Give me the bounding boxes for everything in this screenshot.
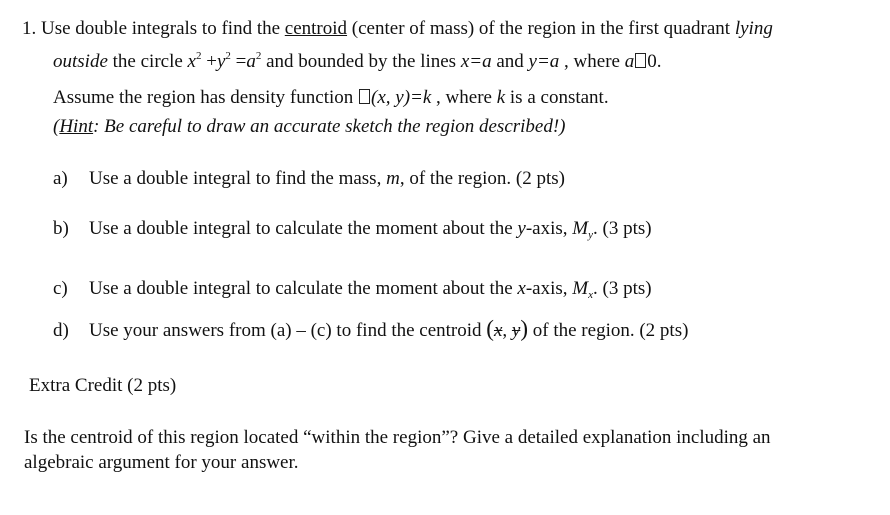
paren-close: ) [520,316,529,341]
problem-text: , where [559,51,625,72]
math-var: x [187,51,196,72]
density-function: (x, y)=k [371,87,432,108]
math-exponent: 2 [225,50,231,62]
math-exponent: 2 [255,50,262,62]
math-op: = [230,51,247,72]
missing-glyph-icon [635,53,646,68]
math-var: a [246,51,256,72]
math-var: m [386,168,400,189]
hint-label: Hint [59,116,94,137]
hint-line [53,116,566,138]
problem-text: Use double integrals to find the [41,18,285,39]
centroid-x-bar: x [493,320,503,341]
part-text: Use a double integral to calculate the moment about the [89,278,518,299]
part-a [53,168,565,190]
math-subscript: x [588,289,594,301]
centroid-term: centroid [284,18,348,39]
problem-text: lying [734,18,773,39]
problem-line-3 [53,87,609,109]
math-var: y [517,218,526,239]
problem-text: and [491,51,529,72]
problem-text: outside [53,51,108,72]
problem-number: 1. [22,18,37,39]
part-text: . (3 pts) [593,218,652,239]
problem-text: and bounded by the lines [261,51,461,72]
part-text: -axis, [525,278,573,299]
missing-glyph-icon [359,89,370,104]
problem-line-2 [53,45,661,73]
part-text: Use a double integral to calculate the moment about the [89,218,518,239]
math-var: y [216,51,226,72]
math-var: x [517,278,526,299]
part-d [53,318,688,342]
part-text: Use your answers from (a) – (c) to find the centroid [89,320,487,341]
problem-text: , where [431,87,497,108]
math-symbol: M [572,278,589,299]
part-c [53,278,652,306]
problem-text: the circle [107,51,188,72]
hint-paren: ( [53,116,60,137]
part-b [53,218,652,246]
math-expr: x=a [460,51,492,72]
problem-text: (center of mass) of the region in the first quadrant [347,18,735,39]
math-var: k [496,87,506,108]
part-text: , of the region. (2 pts) [399,168,565,189]
extra-credit-question-line-1: Is the centroid of this region located “within the region”? Give a detailed explanation including an [24,427,771,448]
extra-credit-title: Extra Credit (2 pts) [29,375,177,396]
part-label: c) [53,278,68,299]
math-var: a [624,51,635,72]
math-symbol: M [572,218,589,239]
part-label: b) [53,218,69,239]
paren-open: ( [486,316,494,341]
extra-credit-question-line-2: algebraic argument for your answer. [24,452,299,473]
math-op: + [201,51,217,72]
math-subscript: y [588,229,594,241]
part-label: a) [53,168,68,189]
math-exponent: 2 [195,50,202,62]
problem-text: is a constant. [505,87,609,108]
problem-text: 0. [647,51,662,72]
centroid-y-bar: y [511,320,521,341]
comma: , [502,320,512,341]
problem-text: Assume the region has density function [53,87,359,108]
part-text: Use a double integral to find the mass, [89,168,387,189]
part-label: d) [53,320,69,341]
part-text: of the region. (2 pts) [528,320,689,341]
hint-text: : Be careful to draw an accurate sketch the region described!) [93,116,566,137]
part-text: . (3 pts) [593,278,652,299]
math-expr: y=a [528,51,560,72]
problem-line-1 [22,18,773,40]
part-text: -axis, [525,218,573,239]
